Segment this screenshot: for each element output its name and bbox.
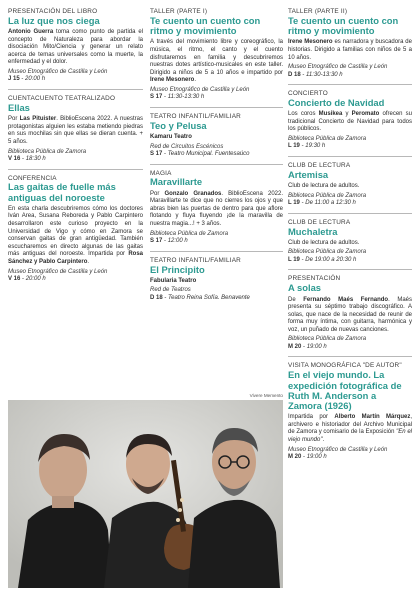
event-datetime: D 18 - 11:30-13:30 h	[288, 71, 343, 78]
event-el-principito	[150, 251, 283, 303]
event-title: Maravillarte	[150, 176, 203, 188]
event-title: Artemisa	[288, 168, 329, 180]
event-venue: Red de Circuitos Escénicos	[150, 143, 224, 150]
event-title: Muchaletra	[288, 225, 338, 237]
event-venue: Museo Etnográfico de Castilla y León	[8, 69, 108, 76]
event-venue: Biblioteca Pública de Zamora	[150, 230, 229, 237]
event-muchaletra	[288, 213, 412, 265]
event-venue: Biblioteca Pública de Zamora	[288, 192, 367, 199]
column-2	[150, 8, 283, 302]
event-te-cuento-parte-2	[288, 8, 412, 79]
event-description: Club de lectura de adultos.	[288, 183, 360, 190]
event-venue: Biblioteca Pública de Zamora	[288, 249, 367, 256]
event-description: Los coros Musikea y Peromato ofrecen su tradicional Concierto de Navidad para todos los públicos.	[288, 111, 412, 133]
event-title: En el viejo mundo. La expedición fotográfica de Ruth M. Anderson a Zamora (1926)	[288, 369, 402, 411]
event-title: Las gaitas de fuelle más antiguas del noroeste	[8, 181, 116, 203]
event-category: CONCIERTO	[288, 90, 328, 98]
event-title: El Principito	[150, 263, 205, 275]
event-datetime: M 20 - 19:00 h	[288, 453, 327, 460]
event-la-luz-que-nos-ciega	[8, 8, 143, 84]
event-category: CONFERENCIA	[8, 174, 57, 182]
event-maravillarte	[150, 164, 283, 246]
event-description: A través del movimiento libre y coreográfico, la música, el ritmo, el canto y el cuento disfrutaremos en familia y descubriremos nuestras dotes artístico-musicales en este taller. Dirigido a niños de 5 a 10 años e impartido por Irene Mesonero.	[150, 39, 283, 84]
event-datetime: V 16 - 20:00 h	[8, 276, 46, 283]
event-title: La luz que nos ciega	[8, 14, 100, 26]
event-venue: Biblioteca Pública de Zamora	[288, 336, 367, 343]
event-datetime: V 16 - 18:30 h	[8, 155, 46, 162]
event-datetime: S 17 - 12:00 h	[150, 238, 188, 245]
event-gaitas-de-fuelle	[8, 169, 143, 284]
event-datetime: L 19 - 19:30 h	[288, 143, 326, 150]
event-category: TEATRO INFANTIL/FAMILIAR	[150, 256, 241, 264]
event-company: Kamaru Teatro	[150, 133, 192, 140]
event-a-solas	[288, 269, 412, 351]
event-description: En esta charla descubriremos cómo los doctores Iván Area, Susana Reboreda y Pablo Carpintero desarrollaron este curioso proyecto en la Universidad de Vigo y cómo en Zamora se conservan gaitas de gran antigüedad. También escucharemos en directo algunas de las gaitas más antiguas del noroeste. Impartida por Rosa Sánchez y Pablo Carpintero.	[8, 205, 143, 266]
event-description: De Fernando Maés Fernando. Maés presenta su séptimo trabajo discográfico. A solas, que nace de la necesidad de reunir de forma muy íntima, con guitarra, harmónica y voz, un puñado de nuevas canciones.	[288, 296, 412, 333]
event-en-el-viejo-mundo	[288, 356, 412, 461]
musicians-illustration	[8, 400, 283, 588]
event-datetime: L 19 - De 19:00 a 20:30 h	[288, 256, 357, 263]
event-category: MAGIA	[150, 169, 172, 177]
event-venue: Museo Etnográfico de Castilla y León	[8, 268, 108, 275]
photo-credit: Vivere Memento	[249, 393, 283, 398]
event-description: Impartida por Alberto Martín Márquez, archivero e historiador del Archivo Municipal de Zamora y comisario de la Exposición "En el viejo mundo".	[288, 414, 412, 443]
event-category: CUENTACUENTO TEATRALIZADO	[8, 95, 116, 103]
event-category: TALLER (PARTE II)	[288, 8, 348, 15]
event-category: CLUB DE LECTURA	[288, 218, 351, 226]
event-description: Club de lectura de adultos.	[288, 239, 360, 246]
event-datetime: S 17 - 11:30-13:30 h	[150, 94, 205, 101]
event-venue: Museo Etnográfico de Castilla y León	[150, 86, 250, 93]
event-description: Por Las Pituister. BiblioEscena 2022. A nuestras protagonistas alguien les estaba metiendo piedras en sus mochilas sin que ellas se dieran cuenta. + 5 años.	[8, 116, 143, 145]
event-te-cuento-parte-1	[150, 8, 283, 102]
event-datetime: S 17 - Teatro Municipal. Fuentesaúco	[150, 150, 250, 157]
musicians-photo	[8, 400, 283, 588]
event-datetime: M 20 - 19:00 h	[288, 343, 327, 350]
event-category: PRESENTACIÓN DEL LIBRO	[8, 8, 98, 15]
event-title: Teo y Pelusa	[150, 119, 207, 131]
event-company: Fabularia Teatro	[150, 277, 197, 284]
event-venue: Museo Etnográfico de Castilla y León	[288, 446, 388, 453]
event-title: Ellas	[8, 101, 30, 113]
event-ellas	[8, 89, 143, 163]
event-category: VISITA MONOGRÁFICA "DE AUTOR"	[288, 362, 402, 370]
event-description: Antonio Guerra toma como punto de partida el concepto de Naturaleza para abordar la disociación Mito/Ciencia y generar un relato acerca de temas universales como la muerte, la enfermedad y el dolor.	[8, 29, 143, 66]
event-category: CLUB DE LECTURA	[288, 161, 351, 169]
event-title: A solas	[288, 282, 321, 294]
event-category: PRESENTACIÓN	[288, 275, 341, 283]
event-datetime: D 18 - Teatro Reina Sofía. Benavente	[150, 294, 250, 301]
event-concierto-de-navidad	[288, 84, 412, 151]
event-title: Te cuento un cuento con ritmo y movimiento	[150, 14, 261, 37]
event-category: TEATRO INFANTIL/FAMILIAR	[150, 112, 241, 120]
column-3	[288, 8, 412, 462]
event-datetime: J 15 - 20:00 h	[8, 76, 46, 83]
event-teo-y-pelusa	[150, 107, 283, 159]
event-venue: Biblioteca Pública de Zamora	[8, 148, 87, 155]
event-datetime: L 19 - De 11:00 a 12:30 h	[288, 200, 356, 207]
event-venue: Biblioteca Pública de Zamora	[288, 135, 367, 142]
event-title: Concierto de Navidad	[288, 97, 385, 108]
event-description: Irene Mesonero es narradora y buscadora de historias. Dirigido a familias con niños de 5 a 10 años.	[288, 39, 412, 61]
event-description: Por Gonzalo Granados. BiblioEscena 2022. Maravillarte te dice que no cierres los ojos y que abras bien las puertas de dentro para que aflore flotando y fluya fluyendo ¡de la maravilla de nuestra magia...! + 3 años.	[150, 190, 283, 228]
column-1	[8, 8, 143, 284]
event-artemisa	[288, 156, 412, 208]
event-venue: Museo Etnográfico de Castilla y León	[288, 64, 388, 71]
event-title: Te cuento un cuento con ritmo y movimiento	[288, 14, 399, 37]
event-category: TALLER (PARTE I)	[150, 8, 208, 15]
event-venue: Red de Teatros	[150, 287, 191, 294]
